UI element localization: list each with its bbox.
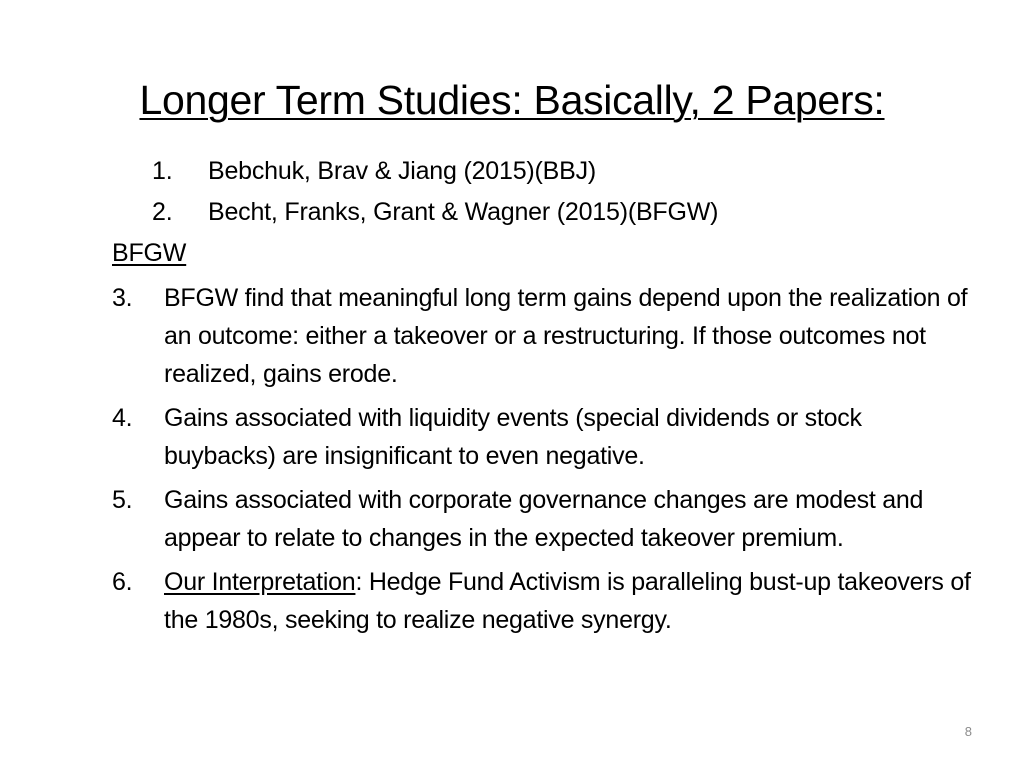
list-item	[112, 399, 972, 475]
list-item-number: 5.	[112, 486, 133, 514]
list-item-text: Gains associated with corporate governance changes are modest and appear to relate to changes in the expected takeover premium.	[164, 486, 924, 552]
interpretation-label: Our Interpretation	[164, 568, 356, 596]
findings-list	[112, 279, 972, 639]
list-item-text: Bebchuk, Brav & Jiang (2015)(BBJ)	[208, 157, 597, 185]
section-heading: BFGW	[112, 239, 187, 267]
list-item	[112, 563, 972, 639]
slide-title: Longer Term Studies: Basically, 2 Papers:	[139, 77, 885, 123]
list-item-text: BFGW find that meaningful long term gains depend upon the realization of an outcome: either a takeover or a restructuring. If those outcomes not realized, gains erode.	[164, 284, 968, 388]
list-item	[112, 193, 972, 234]
list-item-number: 4.	[112, 404, 133, 432]
slide-number: 8	[964, 724, 972, 739]
slide-content	[112, 152, 972, 645]
list-item	[112, 481, 972, 557]
list-item-number: 6.	[112, 568, 133, 596]
list-item-text: Becht, Franks, Grant & Wagner (2015)(BFGW)	[208, 198, 719, 226]
list-item-text: Gains associated with liquidity events (special dividends or stock buybacks) are insignificant to even negative.	[164, 404, 862, 470]
list-item-number: 1.	[152, 157, 173, 185]
papers-list	[112, 152, 972, 234]
list-item	[112, 279, 972, 393]
list-item	[112, 152, 972, 193]
list-item-text: : Hedge Fund Activism is paralleling bust-up takeovers of the 1980s, seeking to realize negative synergy.	[164, 568, 971, 634]
list-item-number: 3.	[112, 284, 133, 312]
list-item-number: 2.	[152, 198, 173, 226]
